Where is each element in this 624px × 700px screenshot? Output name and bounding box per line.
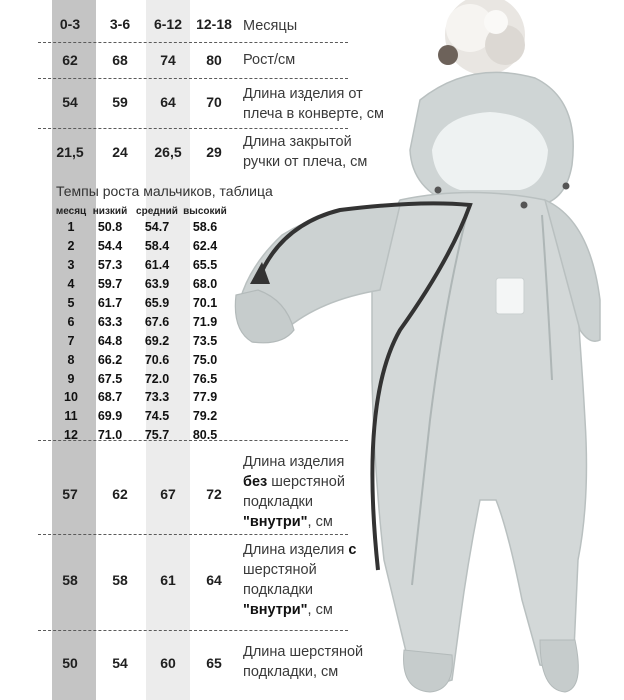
table-cell: 4 [67, 277, 75, 292]
table-cell: 50.8 [97, 220, 123, 235]
cell-value: 74 [160, 52, 176, 68]
cell-value: 54 [62, 94, 78, 110]
cell-value: 50 [62, 655, 78, 671]
table-row [55, 312, 229, 331]
table-cell: 54.4 [97, 239, 123, 254]
table-row [55, 237, 229, 256]
size-row-sleeve-length [0, 130, 624, 174]
cell-value: 21,5 [56, 144, 84, 160]
divider [38, 534, 348, 535]
cell-value: 65 [206, 655, 222, 671]
row-label: Длина изделия от плеча в конверте, см [243, 86, 385, 122]
cell-value: 68 [112, 52, 128, 68]
table-cell: 67.5 [97, 371, 123, 386]
table-row [55, 426, 229, 445]
table-cell: 79.2 [192, 409, 218, 424]
table-row [55, 369, 229, 388]
table-cell: 63.9 [144, 277, 170, 292]
column-header: низкий [92, 205, 128, 217]
cell-value: 72 [206, 486, 222, 502]
table-row [55, 256, 229, 275]
table-cell: 68.7 [97, 390, 123, 405]
table-cell: 71.9 [192, 314, 218, 329]
table-cell: 6 [67, 314, 75, 329]
cell-value: 54 [112, 655, 128, 671]
cell-value: 70 [206, 94, 222, 110]
divider [38, 78, 348, 79]
cell-value: 24 [112, 144, 128, 160]
column-header: высокий [183, 205, 227, 217]
table-cell: 59.7 [97, 277, 123, 292]
table-cell: 65.5 [192, 258, 218, 273]
cell-value: 59 [112, 94, 128, 110]
cell-value: 58 [62, 572, 78, 588]
table-cell: 76.5 [192, 371, 218, 386]
divider [38, 440, 348, 441]
table-cell: 10 [64, 390, 78, 405]
table-cell: 66.2 [97, 352, 123, 367]
table-cell: 68.0 [192, 277, 218, 292]
table-cell: 9 [67, 371, 75, 386]
row-label: Длина шерстяной подкладки, см [243, 644, 364, 680]
cell-value: 60 [160, 655, 176, 671]
growth-table-title: Темпы роста мальчиков, таблица [56, 183, 273, 199]
cell-value: 67 [160, 486, 176, 502]
table-cell: 54.7 [144, 220, 170, 235]
cell-value: 62 [112, 486, 128, 502]
table-cell: 75.7 [144, 428, 170, 443]
size-row-length-without-lining [0, 450, 624, 532]
table-cell: 61.4 [144, 258, 170, 273]
table-row [55, 218, 229, 237]
table-cell: 8 [67, 352, 75, 367]
table-cell: 80.5 [192, 428, 218, 443]
table-header-row [55, 204, 229, 218]
table-cell: 74.5 [144, 409, 170, 424]
table-cell: 1 [67, 220, 75, 235]
table-cell: 57.3 [97, 258, 123, 273]
table-row [55, 294, 229, 313]
cell-value: 58 [112, 572, 128, 588]
divider [38, 128, 348, 129]
table-cell: 12 [64, 428, 78, 443]
cell-value: 62 [62, 52, 78, 68]
table-row [55, 275, 229, 294]
table-cell: 70.1 [192, 296, 218, 310]
cell-value: 3-6 [109, 16, 131, 32]
table-cell: 58.6 [192, 220, 218, 235]
table-cell: 70.6 [144, 352, 170, 367]
cell-value: 64 [206, 572, 222, 588]
size-row-length-with-lining [0, 540, 624, 622]
cell-value: 64 [160, 94, 176, 110]
cell-value: 57 [62, 486, 78, 502]
table-cell: 7 [67, 333, 75, 348]
column-header: средний [136, 205, 178, 217]
row-label: Месяцы [243, 18, 298, 34]
table-cell: 61.7 [97, 296, 123, 310]
cell-value: 80 [206, 52, 222, 68]
table-cell: 72.0 [144, 371, 170, 386]
cell-value: 6-12 [153, 16, 183, 32]
table-cell: 69.2 [144, 333, 170, 348]
table-cell: 69.9 [97, 409, 123, 424]
cell-value: 12-18 [196, 16, 232, 32]
table-cell: 71.0 [97, 428, 123, 443]
row-label: Рост/см [243, 52, 296, 68]
table-cell: 62.4 [192, 239, 218, 254]
row-label: Длина изделия без шерстяной подкладки "внутри", см [243, 454, 345, 530]
table-cell: 5 [67, 296, 75, 310]
cell-value: 61 [160, 572, 176, 588]
size-row-lining-length [0, 640, 624, 688]
table-cell: 75.0 [192, 352, 218, 367]
growth-table [55, 204, 229, 445]
table-cell: 11 [64, 409, 78, 424]
divider [38, 630, 348, 631]
divider [38, 42, 348, 43]
size-row-height [0, 48, 624, 78]
table-cell: 65.9 [144, 296, 170, 310]
size-row-envelope-length [0, 82, 624, 126]
table-cell: 64.8 [97, 333, 123, 348]
cell-value: 29 [206, 144, 222, 160]
cell-value: 0-3 [59, 16, 81, 32]
row-label: Длина изделия с шерстяной подкладки "внутри", см [243, 542, 357, 618]
table-cell: 73.5 [192, 333, 218, 348]
table-cell: 77.9 [192, 390, 218, 405]
table-row [55, 350, 229, 369]
table-row [55, 331, 229, 350]
cell-value: 26,5 [154, 144, 182, 160]
column-header: месяц [55, 205, 87, 217]
table-cell: 58.4 [144, 239, 170, 254]
table-row [55, 388, 229, 407]
size-row-months [0, 0, 624, 48]
row-label: Длина закрытой ручки от плеча, см [243, 134, 368, 170]
table-cell: 3 [67, 258, 75, 273]
table-row [55, 407, 229, 426]
table-cell: 2 [67, 239, 75, 254]
table-cell: 67.6 [144, 314, 170, 329]
table-cell: 73.3 [144, 390, 170, 405]
table-cell: 63.3 [97, 314, 123, 329]
